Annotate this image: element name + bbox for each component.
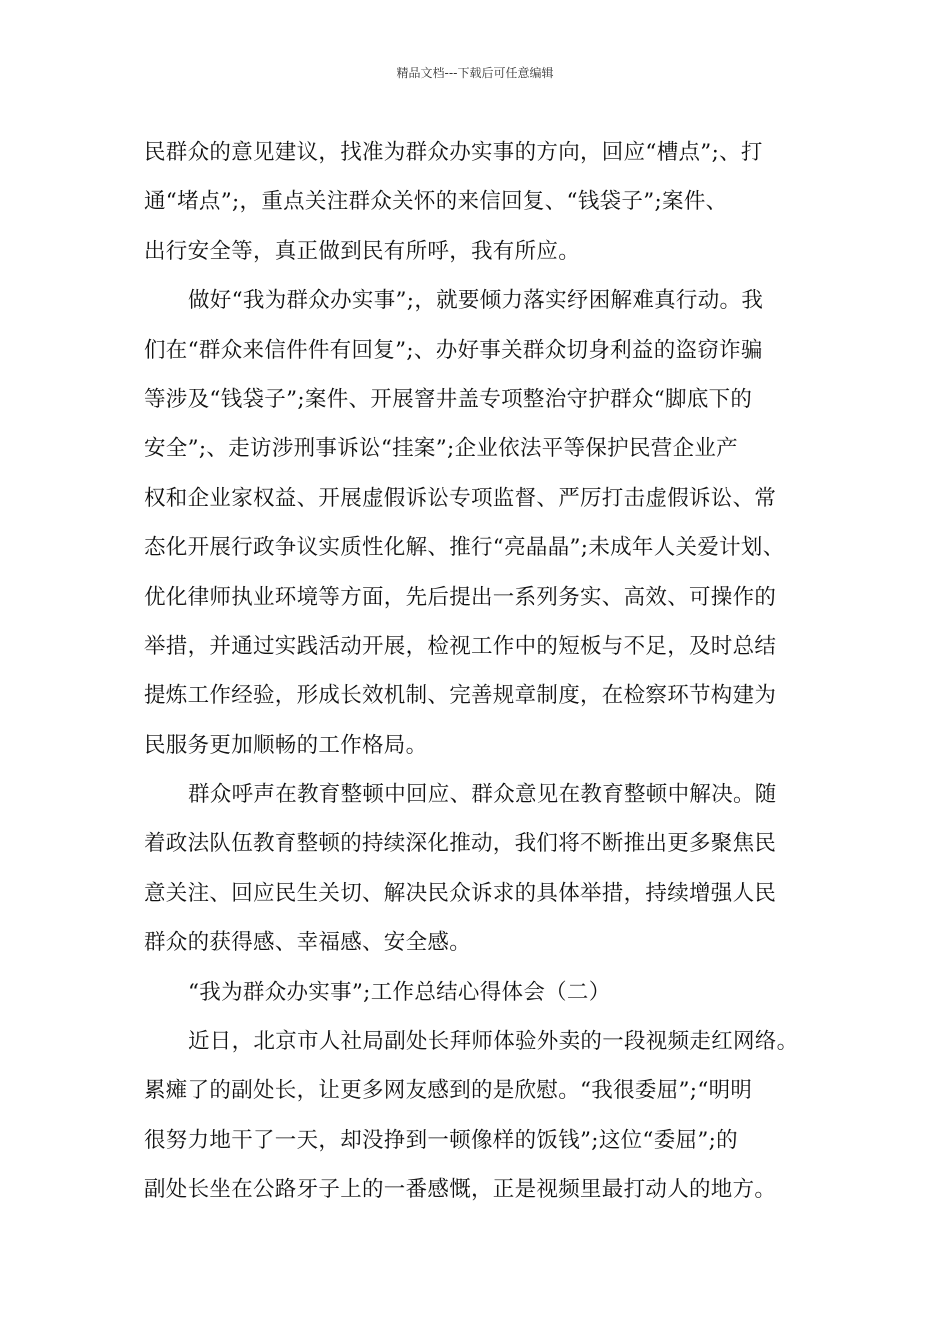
page-header: 精品文档---下载后可任意编辑	[396, 66, 554, 80]
text-line: 优化律师执业环境等方面，先后提出一系列务实、高效、可操作的	[144, 584, 777, 610]
text-line: 等涉及“钱袋子”;案件、开展窨井盖专项整治守护群众“脚底下的	[144, 386, 753, 412]
document-body	[144, 128, 844, 1215]
text-line: 着政法队伍教育整顿的持续深化推动，我们将不断推出更多聚焦民	[144, 831, 777, 857]
text-line: 态化开展行政争议实质性化解、推行“亮晶晶”;未成年人关爱计划、	[144, 535, 785, 561]
text-line: 们在“群众来信件件有回复”;、办好事关群众切身利益的盗窃诈骗	[144, 337, 763, 363]
text-line: 意关注、回应民生关切、解决民众诉求的具体举措，持续增强人民	[144, 880, 777, 906]
text-line: 通“堵点”;，重点关注群众关怀的来信回复、“钱袋子”;案件、	[144, 189, 728, 215]
text-line: 举措，并通过实践活动开展，检视工作中的短板与不足，及时总结	[144, 633, 777, 659]
text-line: 累瘫了的副处长，让更多网友感到的是欣慰。“我很委屈”;“明明	[144, 1078, 753, 1104]
text-line: 出行安全等，真正做到民有所呼，我有所应。	[144, 238, 581, 264]
text-line: 副处长坐在公路牙子上的一番感慨，正是视频里最打动人的地方。	[144, 1177, 777, 1203]
text-line: “我为群众办实事”;工作总结心得体会（二）	[188, 979, 611, 1005]
text-line: 权和企业家权益、开展虚假诉讼专项监督、严厉打击虚假诉讼、常	[144, 485, 777, 511]
text-line: 民服务更加顺畅的工作格局。	[144, 732, 428, 758]
text-line: 群众呼声在教育整顿中回应、群众意见在教育整顿中解决。随	[188, 782, 777, 808]
text-line: 近日，北京市人社局副处长拜师体验外卖的一段视频走红网络。	[188, 1029, 799, 1055]
text-line: 安全”;、走访涉刑事诉讼“挂案”;企业依法平等保护民营企业产	[144, 436, 738, 462]
text-line: 群众的获得感、幸福感、安全感。	[144, 930, 472, 956]
text-line: 做好“我为群众办实事”;，就要倾力落实纾困解难真行动。我	[188, 288, 764, 314]
text-line: 很努力地干了一天，却没挣到一顿像样的饭钱”;这位“委屈”;的	[144, 1127, 738, 1153]
text-line: 民群众的意见建议，找准为群众办实事的方向，回应“槽点”;、打	[144, 140, 763, 165]
text-line: 提炼工作经验，形成长效机制、完善规章制度，在检察环节构建为	[144, 683, 777, 709]
